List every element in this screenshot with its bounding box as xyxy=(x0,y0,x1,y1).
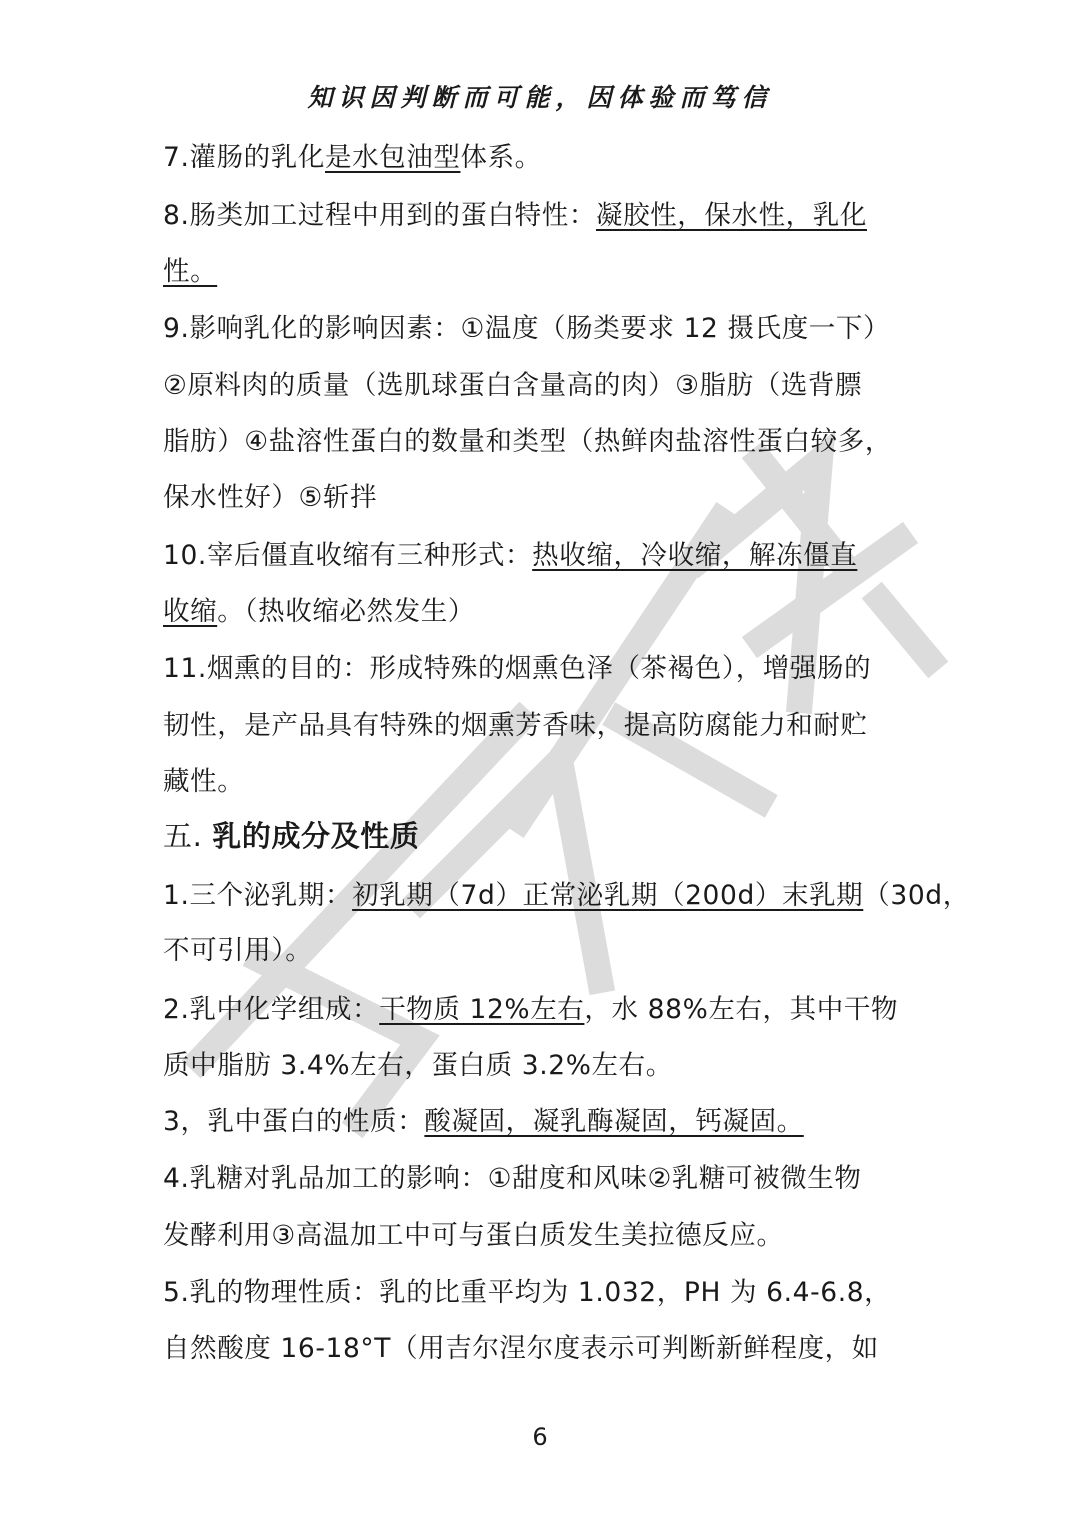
underlined-text: 凝胶性，保水性，乳化 xyxy=(595,200,867,231)
page-header-motto: 知识因判断而可能，因体验而笃信 xyxy=(307,83,773,112)
text-segment: 体系。 xyxy=(460,142,542,173)
text-line xyxy=(163,1275,923,1311)
text-line xyxy=(163,140,923,176)
underlined-text: 酸凝固，凝乳酶凝固，钙凝固。 xyxy=(424,1106,804,1137)
text-line xyxy=(163,424,923,460)
text-segment: 4.乳糖对乳品加工的影响：①甜度和风味②乳糖可被微生物 xyxy=(163,1163,862,1194)
text-segment: 发酵利用③高温加工中可与蛋白质发生美拉德反应。 xyxy=(163,1220,784,1251)
underlined-text: 初乳期（7d）正常泌乳期（200d）末乳期 xyxy=(352,880,864,911)
text-segment: 五. xyxy=(163,819,213,853)
text-segment: 保水性好）⑤斩拌 xyxy=(163,482,378,513)
text-line xyxy=(163,878,970,914)
text-line xyxy=(163,1161,923,1197)
text-segment: ，水 88%左右，其中干物 xyxy=(584,994,899,1025)
text-segment: 藏性。 xyxy=(163,766,245,797)
text-segment: 。（热收缩必然发生） xyxy=(217,596,475,627)
text-line xyxy=(163,311,923,347)
text-line xyxy=(163,933,923,969)
text-segment: 2.乳中化学组成： xyxy=(163,994,380,1025)
text-line xyxy=(163,1218,923,1254)
text-line xyxy=(163,1104,923,1140)
text-segment: ②原料肉的质量（选肌球蛋白含量高的肉）③脂肪（选背膘 xyxy=(163,370,863,401)
section-heading xyxy=(163,818,923,854)
text-line xyxy=(163,708,923,744)
text-line xyxy=(163,764,923,800)
page-number: 6 xyxy=(532,1423,548,1451)
text-segment: 5.乳的物理性质：乳的比重平均为 1.032，PH 为 6.4-6.8， xyxy=(163,1277,892,1308)
text-line xyxy=(163,1048,923,1084)
underlined-text: 收缩 xyxy=(163,596,218,627)
text-segment: 8.肠类加工过程中用到的蛋白特性： xyxy=(163,200,596,231)
text-segment: 3，乳中蛋白的性质： xyxy=(163,1106,425,1137)
text-segment: 9.影响乳化的影响因素：①温度（肠类要求 12 摄氏度一下） xyxy=(163,313,891,344)
underlined-text: 是水包油型 xyxy=(324,142,461,173)
text-line xyxy=(163,254,923,290)
text-segment: 自然酸度 16-18°T（用吉尔涅尔度表示可判断新鲜程度，如 xyxy=(163,1333,879,1364)
text-line xyxy=(163,538,923,574)
text-segment: 不可引用）。 xyxy=(163,935,313,966)
text-segment: （30d， xyxy=(863,880,970,911)
text-line xyxy=(163,368,923,404)
text-segment: 乳的成分及性质 xyxy=(212,819,420,853)
text-line xyxy=(163,594,923,630)
text-line xyxy=(163,1331,923,1367)
text-line xyxy=(163,198,923,234)
text-line xyxy=(163,992,923,1028)
text-segment: 质中脂肪 3.4%左右，蛋白质 3.2%左右。 xyxy=(163,1050,673,1081)
text-segment: 韧性，是产品具有特殊的烟熏芳香味，提高防腐能力和耐贮 xyxy=(163,710,868,741)
text-line xyxy=(163,480,923,516)
underlined-text: 热收缩，冷收缩，解冻僵直 xyxy=(532,540,858,571)
underlined-text: 干物质 12%左右 xyxy=(379,994,585,1025)
text-line xyxy=(163,651,923,687)
text-segment: 10.宰后僵直收缩有三种形式： xyxy=(163,540,533,571)
underlined-text: 性。 xyxy=(163,256,218,287)
text-segment: 1.三个泌乳期： xyxy=(163,880,353,911)
text-segment: 11.烟熏的目的：形成特殊的烟熏色泽（茶褐色），增强肠的 xyxy=(163,653,872,684)
text-segment: 7.灌肠的乳化 xyxy=(163,142,325,173)
text-segment: 脂肪）④盐溶性蛋白的数量和类型（热鲜肉盐溶性蛋白较多， xyxy=(163,426,892,457)
